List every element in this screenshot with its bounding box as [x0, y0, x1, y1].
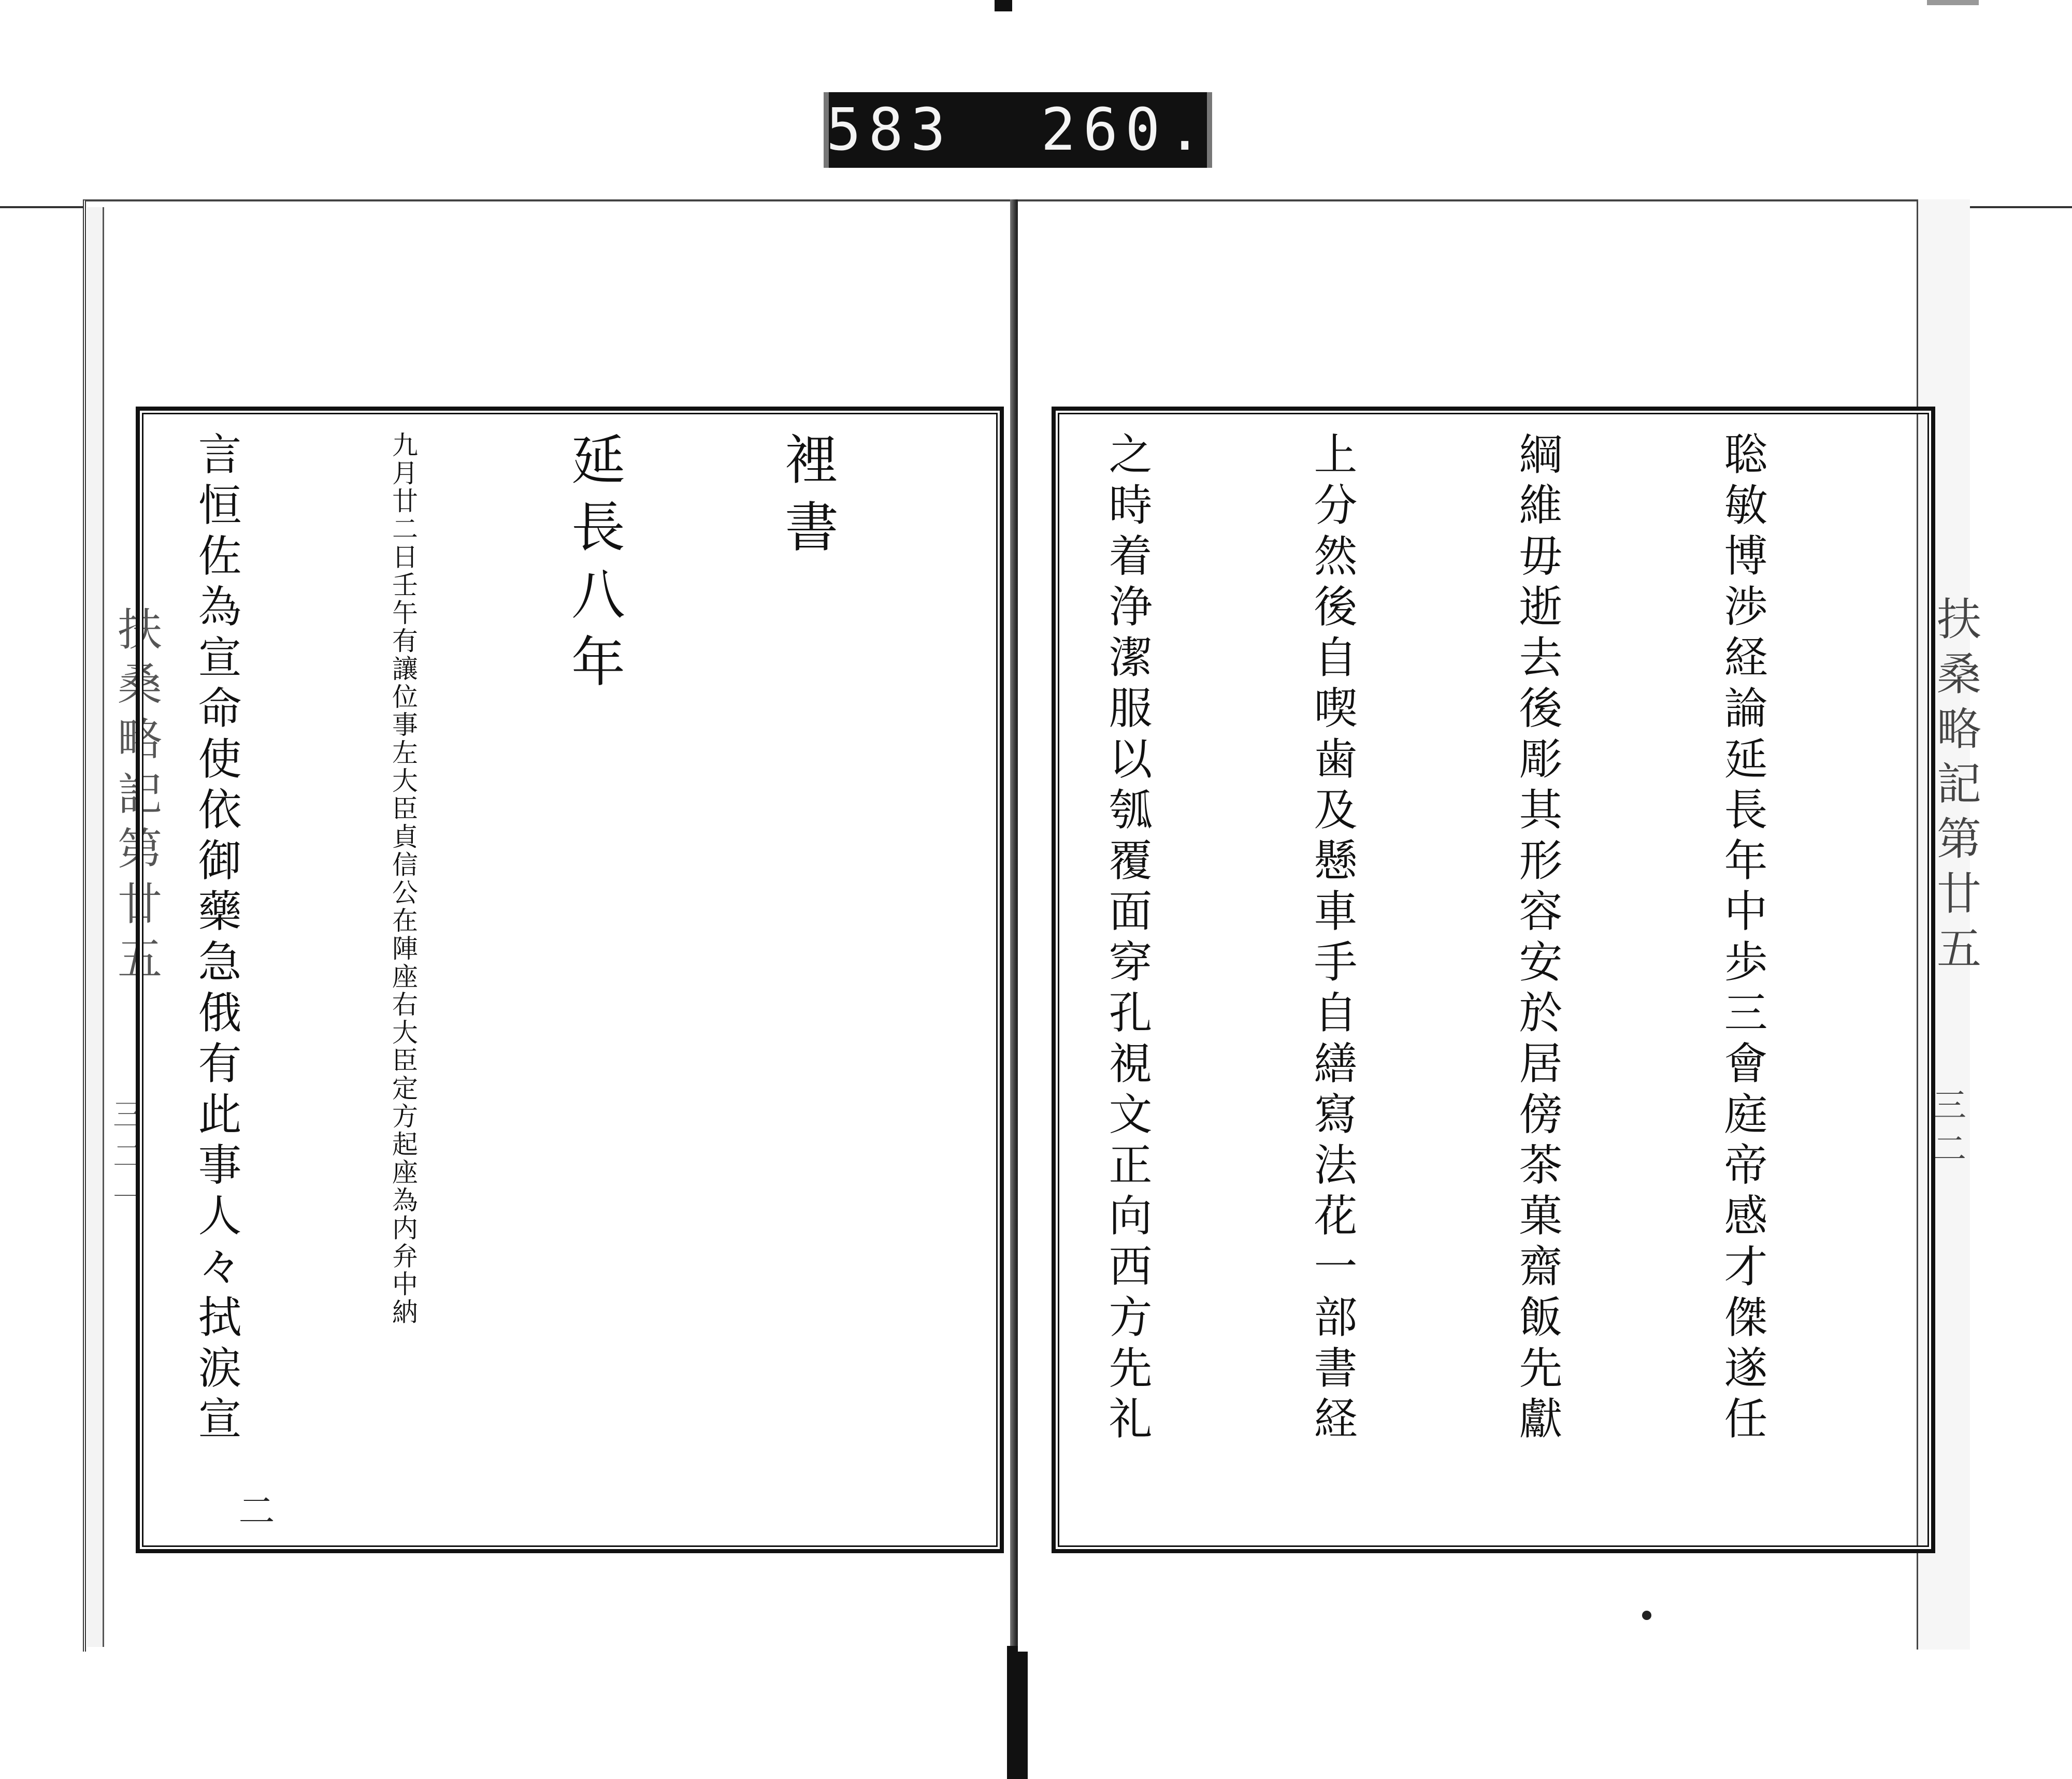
text-column: 聡敏博渉経論延長年中歩三會庭帝感才傑遂任 [1717, 431, 1768, 1447]
right-text-columns [1073, 431, 1913, 1534]
gutter-shadow [1007, 1646, 1028, 1779]
right-folio: 三二 [1927, 1088, 1966, 1175]
film-edge-mark [995, 0, 1012, 11]
right-fore-edge-title: 扶桑略記第廿五 [1929, 596, 1981, 980]
left-text-frame [136, 407, 1004, 1553]
book-edge-left [0, 206, 87, 208]
left-folio: 三二一 [108, 1098, 144, 1222]
text-column: 綱維毋逝去後彫其形容安於居傍茶菓齋飯先獻 [1512, 431, 1563, 1447]
microfilm-label [824, 92, 1212, 168]
left-page-number: 二 [233, 1492, 275, 1538]
left-page-edge [87, 207, 104, 1647]
ink-speck [1642, 1611, 1651, 1620]
year-note: 九月廿二日壬午有讓位事左大臣貞信公在陣座右大臣定方起座為内弁中納 [388, 431, 418, 1326]
left-text-columns [157, 431, 982, 1534]
text-column: 上分然後自喫歯及懸車手自繕寫法花一部書経 [1307, 431, 1358, 1447]
left-fore-edge-title: 扶桑略記第廿五 [110, 606, 162, 990]
text-column: 裡書 [775, 431, 839, 566]
text-column: 之時着浄潔服以瓠覆面穿孔視文正向西方先礼 [1102, 431, 1153, 1447]
film-frame-number: 260. [1041, 96, 1210, 164]
text-column: 言恒佐為宣命使依御藥急俄有此事人々拭涙宣 [191, 431, 242, 1447]
right-text-frame [1052, 407, 1935, 1553]
scan-corner-mark [1927, 0, 1979, 5]
film-reel-number: 583 [826, 96, 953, 164]
text-column: 延長八年 [562, 431, 625, 701]
